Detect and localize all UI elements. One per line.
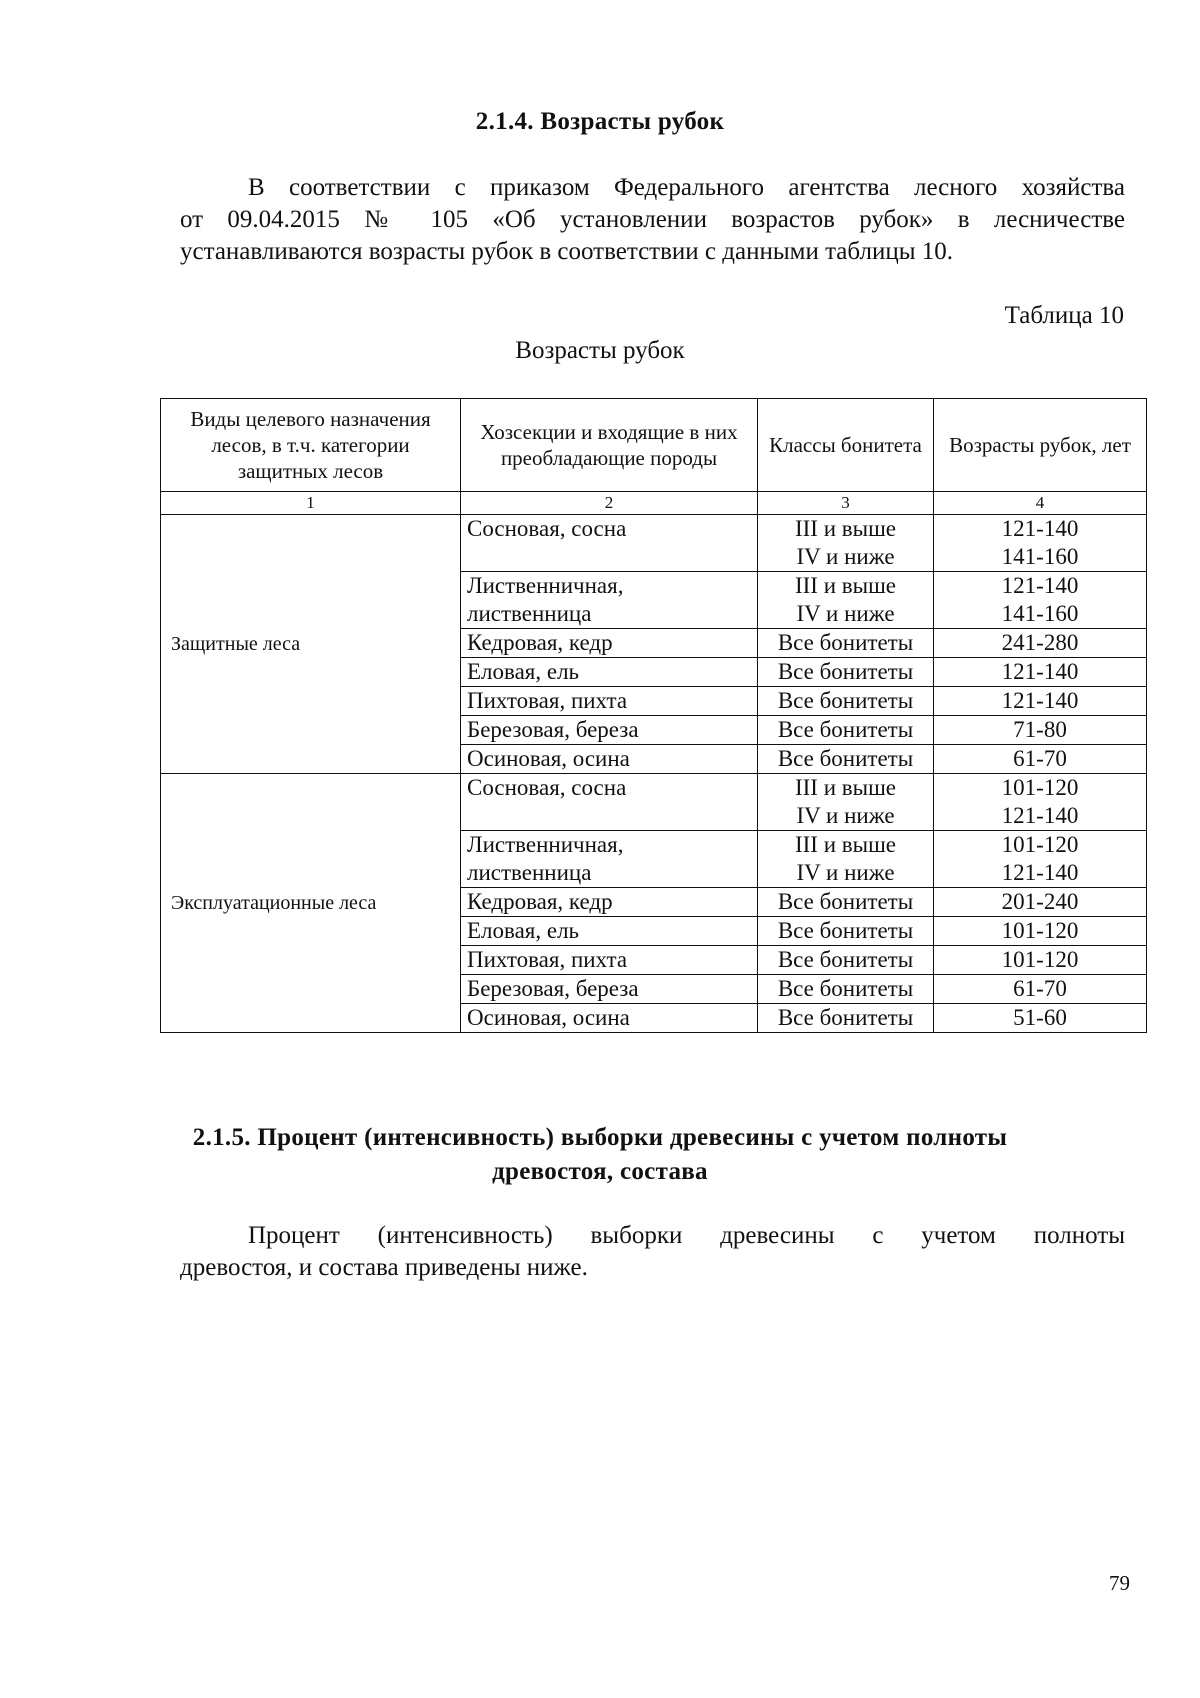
cutting-age-cell — [934, 831, 1147, 888]
site-class-cell — [758, 917, 934, 946]
section-cell — [461, 774, 758, 831]
section-cell-line: Еловая, ель — [467, 659, 580, 684]
header-economic-section: Хозсекции и входящие в них преобладающие породы — [461, 399, 758, 492]
cutting-age-cell — [934, 1004, 1147, 1033]
section-cell — [461, 831, 758, 888]
site-class-cell — [758, 745, 934, 774]
section-cell — [461, 629, 758, 658]
section-cell-line: Сосновая, сосна — [467, 516, 627, 541]
section-cell-line: Березовая, береза — [467, 976, 639, 1001]
section-cell-line: Осиновая, осина — [467, 746, 630, 771]
cutting-age-cell-line: 121-140 — [1001, 688, 1079, 713]
section-cell — [461, 917, 758, 946]
cutting-age-cell-line: 61-70 — [1013, 746, 1067, 771]
cutting-age-cell — [934, 774, 1147, 831]
header-cutting-age: Возрасты рубок, лет — [934, 399, 1147, 492]
site-class-cell-line: Все бонитеты — [777, 1005, 914, 1030]
paragraph-line: от 09.04.2015 № 105 «Об установлении возрастов рубок» в лесничестве — [180, 206, 1125, 233]
section-cell-line: Пихтовая, пихта — [467, 688, 628, 713]
section-cell-line: Пихтовая, пихта — [467, 947, 628, 972]
cutting-age-cell — [934, 975, 1147, 1004]
cutting-age-cell-line: 241-280 — [1001, 630, 1079, 655]
site-class-cell-line: Все бонитеты — [777, 976, 914, 1001]
page-number: 79 — [1109, 1571, 1130, 1595]
section-cell — [461, 888, 758, 917]
site-class-cell-line: IV и ниже — [796, 601, 895, 626]
cutting-age-cell-line: 141-160 — [1001, 601, 1079, 626]
cutting-age-cell-line: 121-140 — [1001, 860, 1079, 885]
section-title-cutting-ages: 2.1.4. Возрасты рубок — [475, 108, 725, 135]
site-class-cell — [758, 1004, 934, 1033]
section-title-harvest-percent-cont: древостоя, состава — [492, 1158, 708, 1185]
site-class-cell — [758, 888, 934, 917]
table-number: Таблица 10 — [1004, 302, 1124, 329]
cutting-age-cell — [934, 888, 1147, 917]
table-title: Возрасты рубок — [515, 337, 685, 364]
section-cell-line: Лиственничная, — [467, 573, 624, 598]
site-class-cell-line: Все бонитеты — [777, 947, 914, 972]
cutting-age-cell-line: 71-80 — [1013, 717, 1067, 742]
cutting-age-cell — [934, 658, 1147, 687]
cutting-age-cell-line: 101-120 — [1001, 775, 1079, 800]
section-cell — [461, 975, 758, 1004]
site-class-cell — [758, 572, 934, 629]
column-number: 2 — [461, 492, 758, 515]
site-class-cell-line: Все бонитеты — [777, 918, 914, 943]
site-class-cell-line: Все бонитеты — [777, 630, 914, 655]
site-class-cell — [758, 946, 934, 975]
site-class-cell — [758, 975, 934, 1004]
table-header-row — [161, 399, 1147, 492]
site-class-cell-line: IV и ниже — [796, 544, 895, 569]
cutting-ages-table — [160, 398, 1147, 1033]
section-cell — [461, 946, 758, 975]
cutting-age-cell-line: 101-120 — [1001, 918, 1079, 943]
cutting-age-cell-line: 121-140 — [1001, 516, 1079, 541]
site-class-cell-line: III и выше — [794, 516, 897, 541]
cutting-age-cell — [934, 946, 1147, 975]
column-number: 4 — [934, 492, 1147, 515]
site-class-cell — [758, 774, 934, 831]
site-class-cell-line: Все бонитеты — [777, 688, 914, 713]
section-cell — [461, 687, 758, 716]
section-cell — [461, 658, 758, 687]
forest-category-cell: Защитные леса — [161, 515, 461, 774]
section-title-harvest-percent: 2.1.5. Процент (интенсивность) выборки древесины с учетом полноты — [192, 1124, 1008, 1151]
section-cell — [461, 716, 758, 745]
site-class-cell-line: Все бонитеты — [777, 659, 914, 684]
site-class-cell — [758, 687, 934, 716]
section-cell-line: Осиновая, осина — [467, 1005, 630, 1030]
site-class-cell-line: III и выше — [794, 775, 897, 800]
cutting-age-cell — [934, 687, 1147, 716]
cutting-age-cell — [934, 515, 1147, 572]
section-cell — [461, 572, 758, 629]
paragraph-line: устанавливаются возрасты рубок в соответствии с данными таблицы 10. — [180, 238, 954, 265]
cutting-age-cell-line: 121-140 — [1001, 659, 1079, 684]
section-2-paragraph — [180, 1220, 1125, 1284]
cutting-age-cell-line: 61-70 — [1013, 976, 1067, 1001]
cutting-age-cell — [934, 629, 1147, 658]
site-class-cell-line: Все бонитеты — [777, 717, 914, 742]
section-cell-line: Кедровая, кедр — [467, 630, 613, 655]
column-number: 1 — [161, 492, 461, 515]
section-cell-line: Кедровая, кедр — [467, 889, 613, 914]
column-number-row — [161, 492, 1147, 515]
section-cell — [461, 745, 758, 774]
section-cell-line: Березовая, береза — [467, 717, 639, 742]
site-class-cell-line: Все бонитеты — [777, 889, 914, 914]
cutting-age-cell — [934, 572, 1147, 629]
site-class-cell — [758, 716, 934, 745]
site-class-cell-line: IV и ниже — [796, 803, 895, 828]
forest-category-cell: Эксплуатационные леса — [161, 774, 461, 1033]
section-cell-line: Лиственничная, — [467, 832, 624, 857]
column-number: 3 — [758, 492, 934, 515]
cutting-age-cell — [934, 745, 1147, 774]
site-class-cell-line: Все бонитеты — [777, 746, 914, 771]
site-class-cell-line: IV и ниже — [796, 860, 895, 885]
cutting-age-cell-line: 101-120 — [1001, 947, 1079, 972]
table-row — [161, 774, 1147, 831]
section-cell-line: лиственница — [467, 601, 592, 626]
cutting-age-cell-line: 201-240 — [1001, 889, 1079, 914]
cutting-age-cell-line: 141-160 — [1001, 544, 1079, 569]
section-cell — [461, 1004, 758, 1033]
site-class-cell — [758, 831, 934, 888]
site-class-cell-line: III и выше — [794, 573, 897, 598]
paragraph-line: Процент (интенсивность) выборки древесины с учетом полноты — [248, 1222, 1125, 1249]
paragraph-line: древостоя, и состава приведены ниже. — [180, 1254, 588, 1281]
section-cell-line: лиственница — [467, 860, 592, 885]
cutting-age-cell — [934, 716, 1147, 745]
site-class-cell — [758, 658, 934, 687]
site-class-cell-line: III и выше — [794, 832, 897, 857]
section-cell — [461, 515, 758, 572]
cutting-age-cell-line: 101-120 — [1001, 832, 1079, 857]
cutting-age-cell — [934, 917, 1147, 946]
section-1-paragraph — [180, 172, 1125, 268]
table-body — [161, 515, 1147, 1033]
section-cell-line: Сосновая, сосна — [467, 775, 627, 800]
site-class-cell — [758, 515, 934, 572]
cutting-age-cell-line: 51-60 — [1013, 1005, 1067, 1030]
paragraph-line: В соответствии с приказом Федерального агентства лесного хозяйства — [248, 174, 1125, 201]
header-forest-purpose: Виды целевого назначения лесов, в т.ч. категории защитных лесов — [161, 399, 461, 492]
cutting-age-cell-line: 121-140 — [1001, 803, 1079, 828]
table-row — [161, 515, 1147, 572]
site-class-cell — [758, 629, 934, 658]
section-cell-line: Еловая, ель — [467, 918, 580, 943]
header-site-class: Классы бонитета — [758, 399, 934, 492]
cutting-age-cell-line: 121-140 — [1001, 573, 1079, 598]
